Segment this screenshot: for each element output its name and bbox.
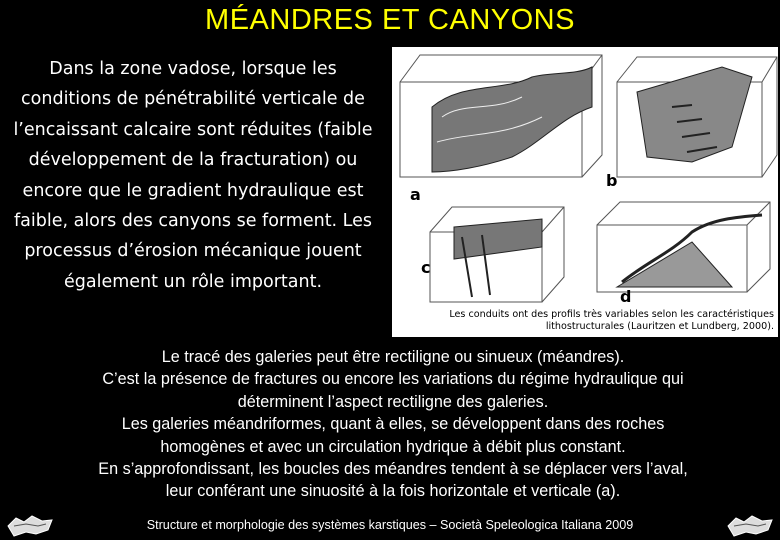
- body-line: leur conférant une sinuosité à la fois horizontale et verticale (a).: [165, 482, 621, 501]
- figure-caption-line: lithostructurales (Lauritzen et Lundberg, 2000).: [545, 321, 774, 332]
- body-line: homogènes et avec un circulation hydrique à débit plus constant.: [160, 437, 626, 456]
- body-line: Le tracé des galeries peut être rectiligne ou sinueux (méandres).: [161, 348, 625, 366]
- slide-footer: Structure et morphologie des systèmes karstiques – Società Speleologica Italiana 2009: [146, 518, 634, 532]
- block-diagram-c: [430, 207, 564, 302]
- block-diagrams: [392, 47, 778, 309]
- body-line: C’est la présence de fractures ou encore les variations du régime hydraulique qui: [102, 370, 684, 389]
- intro-paragraph: Dans la zone vadose, lorsque les conditions de pénétrabilité verticale de l’encaissant calcaire sont réduites (faible développement de la fracturation) ou encore que le gradient hydraulique est faible, alors des canyons se forment. Les processus d’érosion mécanique jouent également un rôle important.: [13, 59, 373, 292]
- body-line: En s’approfondissant, les boucles des méandres tendent à se déplacer vers l’aval,: [98, 460, 688, 479]
- slide-title: MÉANDRES ET CANYONS: [205, 4, 575, 36]
- figure-label-d: d: [620, 287, 632, 306]
- block-diagram-d: [597, 202, 770, 292]
- body-paragraph: [12, 346, 774, 503]
- block-diagram-b: [617, 57, 777, 177]
- canyon-profiles-figure: [392, 47, 778, 337]
- figure-label-c: c: [421, 258, 431, 277]
- body-line: déterminent l’aspect rectiligne des galeries.: [237, 392, 549, 411]
- figure-label-a: a: [410, 185, 421, 204]
- body-line: Les galeries méandriformes, quant à elles, se développent dans des roches: [121, 415, 665, 434]
- figure-label-b: b: [606, 171, 618, 190]
- figure-caption-line: Les conduits ont des profils très variables selon les caractéristiques: [449, 309, 774, 320]
- figure-caption: [392, 309, 774, 333]
- block-diagram-a: [400, 55, 602, 177]
